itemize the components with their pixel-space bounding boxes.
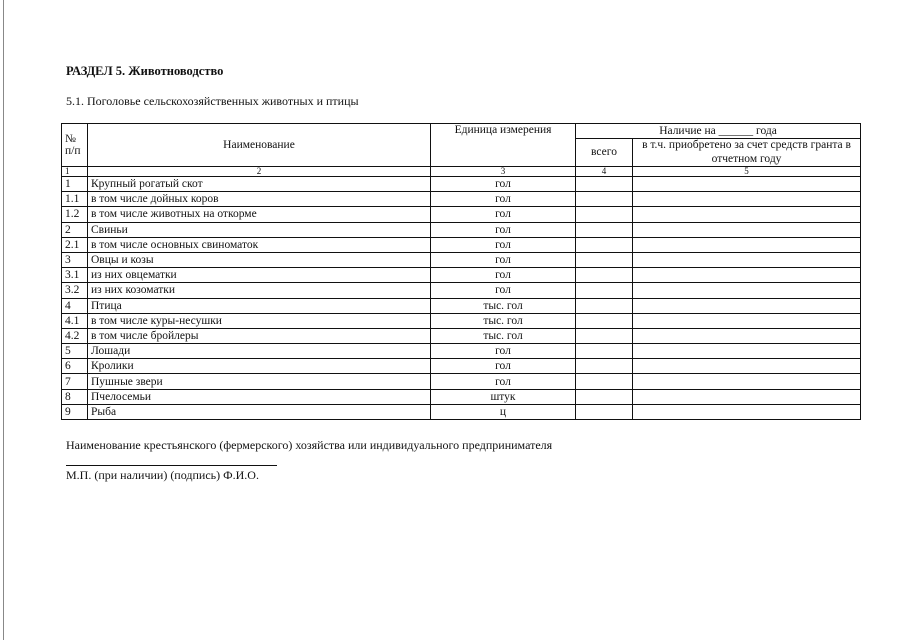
table-row: [62, 283, 861, 298]
cell-number: 7: [62, 374, 88, 389]
cell-name: в том числе основных свиноматок: [88, 237, 431, 252]
cell-name: Рыба: [88, 404, 431, 419]
table-header-row: [62, 124, 861, 139]
cell-unit: гол: [431, 268, 576, 283]
cell-unit: ц: [431, 404, 576, 419]
cell-unit: тыс. гол: [431, 313, 576, 328]
cell-name: в том числе куры-несушки: [88, 313, 431, 328]
cell-total[interactable]: [576, 237, 633, 252]
cell-name: Крупный рогатый скот: [88, 177, 431, 192]
cell-name: в том числе бройлеры: [88, 328, 431, 343]
cell-number: 3.1: [62, 268, 88, 283]
cell-grant-purchased[interactable]: [633, 192, 861, 207]
cell-name: Птица: [88, 298, 431, 313]
cell-number: 1.2: [62, 207, 88, 222]
cell-number: 4.1: [62, 313, 88, 328]
cell-total[interactable]: [576, 344, 633, 359]
cell-total[interactable]: [576, 207, 633, 222]
cell-total[interactable]: [576, 268, 633, 283]
livestock-table: [61, 123, 861, 420]
cell-grant-purchased[interactable]: [633, 222, 861, 237]
cell-grant-purchased[interactable]: [633, 298, 861, 313]
table-row: [62, 192, 861, 207]
cell-unit: штук: [431, 389, 576, 404]
header-unit: Единица измерения: [431, 124, 576, 167]
column-number: 4: [576, 167, 633, 177]
cell-number: 2.1: [62, 237, 88, 252]
table-row: [62, 374, 861, 389]
table-row: [62, 344, 861, 359]
cell-unit: гол: [431, 222, 576, 237]
cell-grant-purchased[interactable]: [633, 344, 861, 359]
table-row: [62, 237, 861, 252]
cell-number: 6: [62, 359, 88, 374]
cell-unit: гол: [431, 283, 576, 298]
cell-total[interactable]: [576, 404, 633, 419]
cell-total[interactable]: [576, 359, 633, 374]
cell-total[interactable]: [576, 177, 633, 192]
column-number: 2: [88, 167, 431, 177]
column-number: 5: [633, 167, 861, 177]
cell-grant-purchased[interactable]: [633, 374, 861, 389]
cell-unit: гол: [431, 207, 576, 222]
header-total: всего: [576, 139, 633, 167]
header-grant-purchased: в т.ч. приобретено за счет средств гранта в отчетном году: [633, 139, 861, 167]
cell-total[interactable]: [576, 313, 633, 328]
cell-unit: гол: [431, 252, 576, 267]
signature-label: М.П. (при наличии) (подпись) Ф.И.О.: [66, 468, 259, 482]
cell-grant-purchased[interactable]: [633, 252, 861, 267]
table-row: [62, 359, 861, 374]
cell-number: 5: [62, 344, 88, 359]
cell-total[interactable]: [576, 328, 633, 343]
cell-total[interactable]: [576, 298, 633, 313]
table-row: [62, 328, 861, 343]
table-row: [62, 207, 861, 222]
cell-total[interactable]: [576, 222, 633, 237]
table-body: [62, 177, 861, 420]
cell-unit: гол: [431, 344, 576, 359]
table-row: [62, 177, 861, 192]
cell-name: Пчелосемьи: [88, 389, 431, 404]
cell-number: 2: [62, 222, 88, 237]
cell-name: Свиньи: [88, 222, 431, 237]
header-availability: Наличие на ______ года: [576, 124, 861, 139]
table-row: [62, 313, 861, 328]
cell-number: 4: [62, 298, 88, 313]
cell-grant-purchased[interactable]: [633, 177, 861, 192]
table-row: [62, 222, 861, 237]
table-row: [62, 389, 861, 404]
table-row: [62, 404, 861, 419]
cell-name: Овцы и козы: [88, 252, 431, 267]
cell-name: Пушные звери: [88, 374, 431, 389]
farm-name-label: Наименование крестьянского (фермерского) хозяйства или индивидуального предпринимателя: [66, 438, 553, 452]
table-row: [62, 252, 861, 267]
cell-grant-purchased[interactable]: [633, 237, 861, 252]
cell-name: Кролики: [88, 359, 431, 374]
cell-total[interactable]: [576, 283, 633, 298]
section-title: РАЗДЕЛ 5. Животноводство: [66, 64, 224, 78]
column-number-row: [62, 167, 861, 177]
table-row: [62, 298, 861, 313]
page-edge-rule: [3, 0, 4, 640]
cell-number: 9: [62, 404, 88, 419]
table-row: [62, 268, 861, 283]
header-no: № п/п: [62, 124, 88, 167]
cell-number: 8: [62, 389, 88, 404]
cell-number: 3.2: [62, 283, 88, 298]
cell-unit: гол: [431, 374, 576, 389]
header-name: Наименование: [88, 124, 431, 167]
column-number: 1: [62, 167, 88, 177]
cell-unit: гол: [431, 237, 576, 252]
cell-number: 1.1: [62, 192, 88, 207]
cell-grant-purchased[interactable]: [633, 313, 861, 328]
cell-unit: гол: [431, 359, 576, 374]
cell-name: из них овцематки: [88, 268, 431, 283]
cell-grant-purchased[interactable]: [633, 359, 861, 374]
cell-name: из них козоматки: [88, 283, 431, 298]
cell-total[interactable]: [576, 374, 633, 389]
cell-total[interactable]: [576, 389, 633, 404]
cell-name: в том числе животных на откорме: [88, 207, 431, 222]
cell-grant-purchased[interactable]: [633, 268, 861, 283]
cell-name: Лошади: [88, 344, 431, 359]
cell-grant-purchased[interactable]: [633, 207, 861, 222]
cell-total[interactable]: [576, 192, 633, 207]
cell-number: 4.2: [62, 328, 88, 343]
cell-name: в том числе дойных коров: [88, 192, 431, 207]
cell-unit: гол: [431, 177, 576, 192]
subsection-title: 5.1. Поголовье сельскохозяйственных животных и птицы: [66, 94, 359, 108]
cell-grant-purchased[interactable]: [633, 404, 861, 419]
cell-grant-purchased[interactable]: [633, 328, 861, 343]
cell-unit: тыс. гол: [431, 298, 576, 313]
cell-unit: тыс. гол: [431, 328, 576, 343]
cell-number: 3: [62, 252, 88, 267]
signature-rule: [66, 465, 277, 466]
cell-total[interactable]: [576, 252, 633, 267]
cell-grant-purchased[interactable]: [633, 389, 861, 404]
cell-unit: гол: [431, 192, 576, 207]
cell-number: 1: [62, 177, 88, 192]
cell-grant-purchased[interactable]: [633, 283, 861, 298]
column-number: 3: [431, 167, 576, 177]
